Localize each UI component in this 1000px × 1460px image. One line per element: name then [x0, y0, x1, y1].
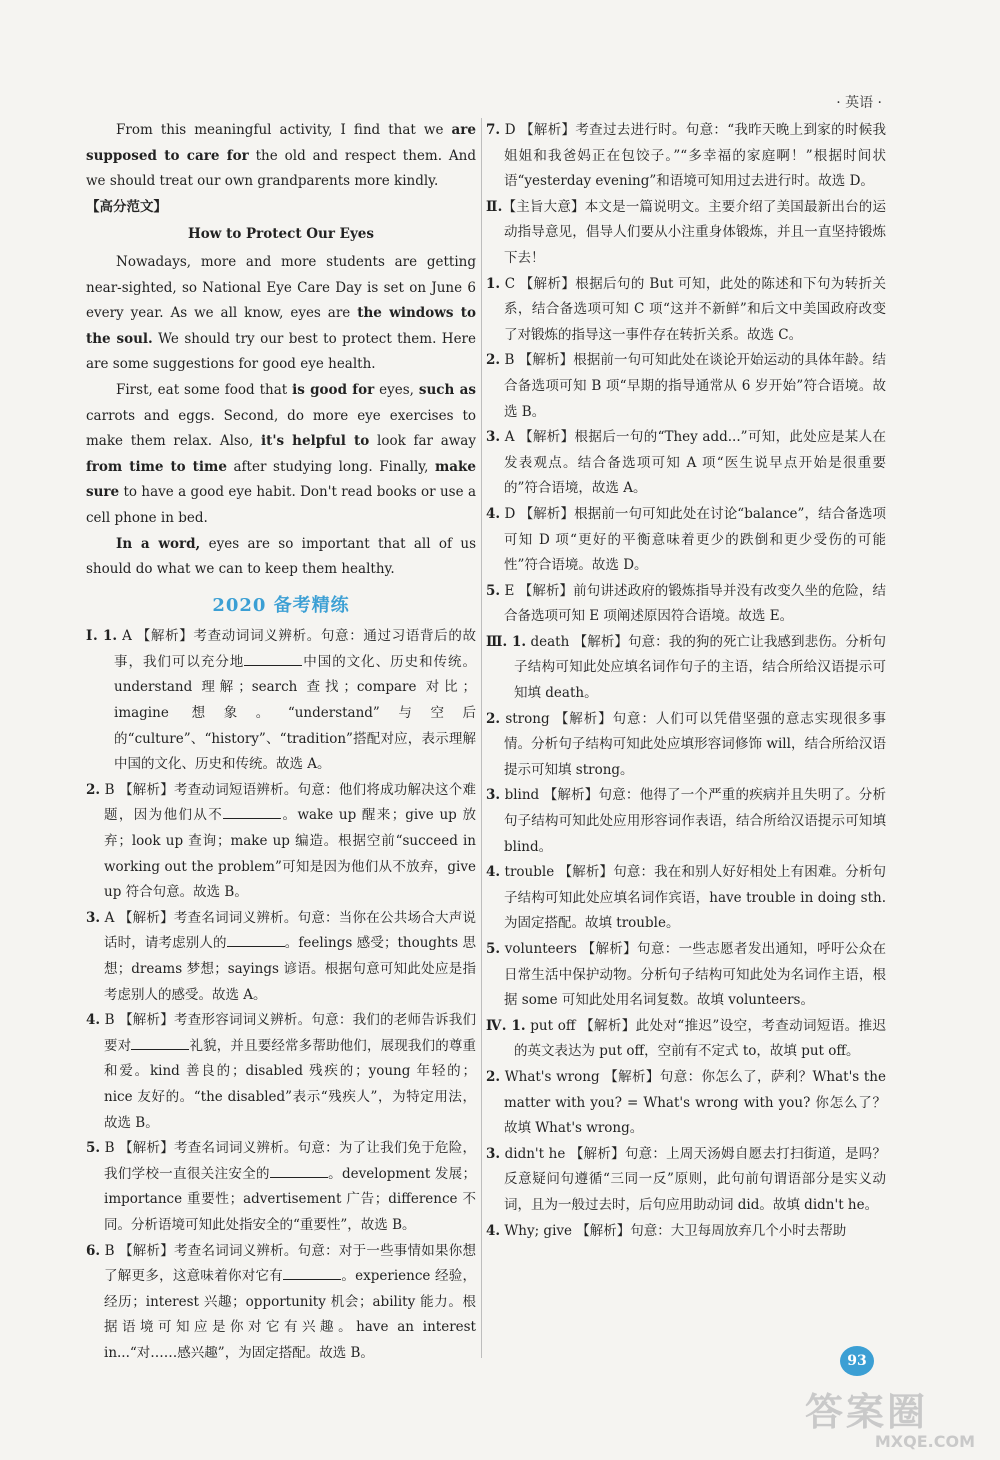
- answer-item: 5. E 【解析】前句讲述政府的锻炼指导并没有改变久坐的危险，结合备选项可知 E 项阐述原因符合语境。故选 E。: [486, 582, 886, 625]
- answer-item: Ⅳ. 1. put off 【解析】此处对“推迟”设空，考查动词短语。推迟的英文表达为 put off，空前有不定式 to，故填 put off。: [486, 1017, 886, 1060]
- answer-item: 1. C 【解析】根据后句的 But 可知，此处的陈述和下句为转折关系，结合备选项可知 C 项“这并不新鲜”和后文中美国政府改变了对锻炼的指导这一事件存在转折关系。故选 C。: [486, 275, 886, 343]
- page-number: 93: [840, 1346, 874, 1376]
- answer-item: 2. B 【解析】根据前一句可知此处在谈论开始运动的具体年龄。结合备选项可知 B 项“早期的指导通常从 6 岁开始”符合语境。故选 B。: [486, 352, 886, 420]
- blank-line: [227, 934, 285, 947]
- answer-item: 5. B 【解析】考查名词词义辨析。句意：为了让我们免于危险，我们学校一直很关注安全的 。development 发展；importance 重要性；advertisement 广告；difference 不同。分析语境可知此处指安全的“重要性”，故选 B。: [86, 1140, 476, 1233]
- watermark-logo: 答案圈: [805, 1390, 929, 1434]
- answer-item: 5. volunteers 【解析】句意：一些志愿者发出通知，呼吁公众在日常生活中保护动物。分析句子结构可知此处为名词作主语，根据 some 可知此处用名词复数。故填 volunteers。: [486, 941, 886, 1009]
- answer-item: 4. D 【解析】根据前一句可知此处在讨论“balance”，结合备选项可知 D 项“更好的平衡意味着更少的跌倒和更少受伤的可能性”符合语境。故选 D。: [486, 505, 886, 574]
- left-column: [86, 118, 476, 1367]
- essay-paragraph-3: In a word, eyes are so important that all of us should do what we can to keep them healthy.: [86, 535, 476, 578]
- answer-item: 3. didn't he 【解析】句意：上周天汤姆自愿去打扫街道，是吗？反意疑问句遵循“三同一反”原则，此句前句谓语部分是实义动词，且为一般过去时，后句应用助动词 did。故填 didn't he。: [486, 1145, 886, 1213]
- summary-item: Ⅱ.【主旨大意】本文是一篇说明文。主要介绍了美国最新出台的运动指导意见，倡导人们要从小注重身体锻炼，并且一直坚持锻炼下去！: [486, 198, 887, 266]
- answer-item: 6. B 【解析】考查名词词义辨析。句意：对于一些事情如果你想了解更多，这意味着你对它有 。experience 经验，经历；interest 兴趣；opportunity 机会；ability 能力。根据语境可知应是你对它有兴趣。have an interest in...“对……感兴趣”，为固定搭配。故选 B。: [86, 1242, 477, 1361]
- subject-header: · 英语 ·: [836, 95, 882, 111]
- section-title: 2020 备考精练: [212, 594, 350, 616]
- essay-paragraph-2: First, eat some food that is good for eyes, such as carrots and eggs. Second, do more eye exercises to make them relax. Also, it's helpful to look far away from time to time after studying long. Finally, make sure to have a good eye habit. Don't read books or use a cell phone in bed.: [86, 381, 476, 526]
- blank-line: [244, 653, 302, 666]
- answer-item: 3. A 【解析】根据后一句的“They add...”可知，此处应是某人在发表观点。结合备选项可知 A 项“医生说早点开始是很重要的”符合语境，故选 A。: [486, 429, 886, 497]
- answer-item: 4. trouble 【解析】句意：我在和别人好好相处上有困难。分析句子结构可知此处应填名词作宾语，have trouble in doing sth. 为固定搭配。故填 trouble。: [486, 864, 886, 932]
- answer-item: 2. strong 【解析】句意：人们可以凭借坚强的意志实现很多事情。分析句子结构可知此处应填形容词修饰 will，结合所给汉语提示可知填 strong。: [486, 710, 886, 778]
- answer-item: 4. B 【解析】考查形容词词义辨析。句意：我们的老师告诉我们要对 礼貌，并且要经常多帮助他们，展现我们的尊重和爱。kind 善良的；disabled 残疾的；young 年轻的；nice 友好的。“the disabled”表示“残疾人”，为特定用法，故选 B。: [86, 1012, 477, 1131]
- blank-line: [270, 1165, 328, 1178]
- answer-item: Ⅰ. 1. A 【解析】考查动词词义辨析。句意：通过习语背后的故事，我们可以充分地 中国的文化、历史和传统。understand 理解；search 查找；compare 对比；imagine 想象。“understand”与空后的“culture”、“history”、“tradition”搭配对应，表示理解中国的文化、历史和传统。故选 A。: [86, 628, 477, 773]
- answer-item: 2. B 【解析】考查动词短语辨析。句意：他们将成功解决这个难题，因为他们从不 。wake up 醒来；give up 放弃；look up 查询；make up 编造。根据空前“succeed in working out the problem”可知是因为他们从不放弃，give up 符合句意。故选 B。: [86, 781, 476, 901]
- answer-item: Ⅲ. 1. death 【解析】句意：我的狗的死亡让我感到悲伤。分析句子结构可知此处应填名词作句子的主语，结合所给汉语提示可知填 death。: [486, 633, 886, 702]
- essay-title: How to Protect Our Eyes: [188, 226, 374, 243]
- watermark: [805, 1392, 985, 1452]
- answer-item: 4. Why; give 【解析】句意：大卫每周放弃几个小时去帮助: [486, 1222, 847, 1239]
- answer-item: 2. What's wrong 【解析】句意：你怎么了，萨利？What's the matter with you? = What's wrong with you? 你怎么了？故填 What's wrong。: [486, 1068, 886, 1137]
- blank-line: [131, 1037, 189, 1050]
- answer-item: 7. D 【解析】考查过去进行时。句意：“我昨天晚上到家的时候我姐姐和我爸妈正在包饺子。”“多幸福的家庭啊！”根据时间状语“yesterday evening”和语境可知用过去进行时。故选 D。: [486, 122, 886, 190]
- column-divider: [481, 118, 482, 1358]
- answer-item: 3. blind 【解析】句意：他得了一个严重的疾病并且失明了。分析句子结构可知此处应用形容词作表语，结合所给汉语提示可知填 blind。: [486, 787, 886, 855]
- essay-paragraph-1: Nowadays, more and more students are getting near-sighted, so National Eye Care Day is set on June 6 every year. As we all know, eyes are the windows to the soul. We should try our best to protect them. Here are some suggestions for good eye health.: [86, 253, 477, 373]
- blank-line: [223, 806, 281, 819]
- watermark-url: MXQE.COM: [874, 1432, 975, 1451]
- answer-item: 3. A 【解析】考查名词词义辨析。句意：当你在公共场合大声说话时，请考虑别人的 。feelings 感受；thoughts 思想；dreams 梦想；sayings 谚语。根据句意可知此处应是指考虑别人的感受。故选 A。: [86, 909, 477, 1003]
- model-essay-label: 【高分范文】: [86, 198, 167, 215]
- intro-paragraph: From this meaningful activity, I find that we are supposed to care for the old and respect them. And we should treat our own grandparents more kindly.: [86, 122, 476, 190]
- blank-line: [283, 1267, 341, 1280]
- right-column: [486, 118, 886, 1244]
